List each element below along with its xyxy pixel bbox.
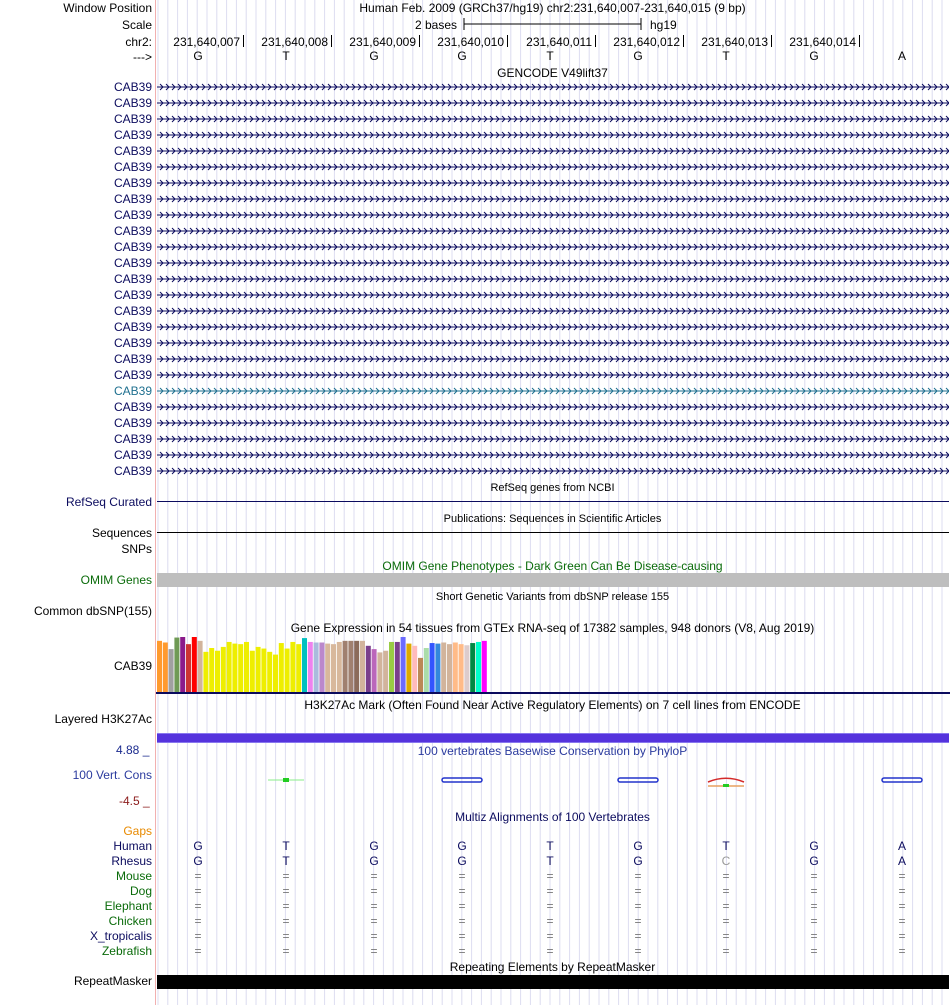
gencode-gene-label[interactable]: CAB39 bbox=[113, 256, 152, 270]
species-label[interactable]: Rhesus bbox=[111, 854, 152, 868]
gencode-gene-label[interactable]: CAB39 bbox=[113, 224, 152, 238]
gencode-transcript[interactable] bbox=[157, 160, 949, 174]
gtex-tissue-bar bbox=[470, 643, 475, 692]
aligned-base: G bbox=[809, 854, 819, 868]
position-label: 231,640,009 bbox=[349, 35, 416, 49]
gtex-tissue-bar bbox=[227, 642, 232, 692]
aligned-base: = bbox=[458, 929, 466, 943]
species-label[interactable]: Chicken bbox=[108, 914, 152, 928]
aligned-base: = bbox=[458, 914, 466, 928]
aligned-base: = bbox=[370, 869, 378, 883]
aligned-base: G bbox=[457, 854, 467, 868]
gencode-transcript[interactable] bbox=[157, 176, 949, 190]
repeatmasker-bar[interactable] bbox=[157, 975, 949, 989]
gtex-tissue-bar bbox=[377, 652, 382, 692]
base-letter: T bbox=[282, 49, 290, 63]
position-label: 231,640,012 bbox=[613, 35, 680, 49]
gencode-transcript[interactable] bbox=[157, 432, 949, 446]
gencode-gene-label[interactable]: CAB39 bbox=[113, 160, 152, 174]
aligned-base: = bbox=[634, 899, 642, 913]
gtex-tissue-bar bbox=[319, 643, 324, 693]
aligned-base: = bbox=[634, 869, 642, 883]
gencode-gene-label[interactable]: CAB39 bbox=[113, 464, 152, 478]
gtex-tissue-bar bbox=[482, 641, 487, 692]
gencode-gene-label[interactable]: CAB39 bbox=[113, 192, 152, 206]
gencode-gene-label[interactable]: CAB39 bbox=[113, 288, 152, 302]
gencode-gene-label[interactable]: CAB39 bbox=[113, 448, 152, 462]
cons-score-mark bbox=[618, 778, 658, 782]
refseq-label[interactable]: RefSeq Curated bbox=[65, 495, 152, 509]
gtex-tissue-bar bbox=[209, 648, 214, 692]
gtex-tissue-bar bbox=[343, 641, 348, 692]
aligned-base: = bbox=[722, 929, 730, 943]
gencode-transcript[interactable] bbox=[157, 384, 949, 398]
gencode-transcript[interactable] bbox=[157, 448, 949, 462]
strand-label: ---> bbox=[133, 50, 152, 64]
position-label: 231,640,007 bbox=[173, 35, 240, 49]
publications-label[interactable]: Sequences bbox=[91, 526, 152, 540]
gtex-tissue-bar bbox=[435, 644, 440, 692]
gtex-tissue-bar bbox=[192, 637, 197, 692]
position-tick bbox=[419, 35, 420, 47]
gencode-transcript[interactable] bbox=[157, 400, 949, 414]
aligned-base: = bbox=[634, 929, 642, 943]
gencode-gene-label[interactable]: CAB39 bbox=[113, 208, 152, 222]
aligned-base: = bbox=[370, 884, 378, 898]
gencode-gene-label[interactable]: CAB39 bbox=[113, 432, 152, 446]
gencode-transcript[interactable] bbox=[157, 416, 949, 430]
gtex-tissue-bar bbox=[401, 637, 406, 692]
aligned-base: = bbox=[370, 929, 378, 943]
chrom-label: chr2: bbox=[125, 35, 152, 49]
gtex-tissue-bar bbox=[406, 644, 411, 692]
aligned-base: G bbox=[369, 839, 379, 853]
position-tick bbox=[507, 35, 508, 47]
gtex-tissue-bar bbox=[169, 649, 174, 692]
aligned-base: = bbox=[282, 884, 290, 898]
aligned-base: = bbox=[194, 914, 202, 928]
gencode-transcript[interactable] bbox=[157, 464, 949, 478]
gtex-tissue-bar bbox=[418, 658, 423, 692]
gtex-tissue-bar bbox=[261, 649, 266, 692]
aligned-base: = bbox=[722, 899, 730, 913]
scale-value: 2 bases bbox=[415, 18, 458, 32]
aligned-base: G bbox=[633, 839, 643, 853]
aligned-base: = bbox=[370, 944, 378, 958]
aligned-base: C bbox=[721, 854, 731, 868]
cons-label[interactable]: 100 Vert. Cons bbox=[72, 768, 152, 782]
gtex-tissue-bar bbox=[447, 644, 452, 692]
aligned-base: = bbox=[194, 929, 202, 943]
position-tick bbox=[331, 35, 332, 47]
gtex-tissue-bar bbox=[238, 644, 243, 692]
dbsnp-title: Short Genetic Variants from dbSNP release 155 bbox=[435, 591, 670, 603]
species-label[interactable]: Mouse bbox=[115, 869, 152, 883]
gtex-label[interactable]: CAB39 bbox=[113, 659, 152, 673]
aligned-base: = bbox=[722, 869, 730, 883]
cons-score-mark bbox=[283, 778, 289, 782]
base-letter: A bbox=[897, 49, 906, 63]
gencode-transcript[interactable] bbox=[157, 240, 949, 254]
gencode-gene-label[interactable]: CAB39 bbox=[113, 352, 152, 366]
cons-title: 100 vertebrates Basewise Conservation by PhyloP bbox=[417, 744, 688, 758]
gtex-tissue-bar bbox=[302, 638, 307, 692]
aligned-base: G bbox=[369, 854, 379, 868]
gencode-transcript[interactable] bbox=[157, 208, 949, 222]
gencode-gene-label[interactable]: CAB39 bbox=[113, 176, 152, 190]
gencode-gene-label[interactable]: CAB39 bbox=[113, 320, 152, 334]
aligned-base: = bbox=[898, 929, 906, 943]
h3k27ac-label[interactable]: Layered H3K27Ac bbox=[54, 712, 152, 726]
gtex-tissue-bar bbox=[296, 644, 301, 692]
gencode-transcript[interactable] bbox=[157, 320, 949, 334]
gtex-tissue-bar bbox=[360, 641, 365, 692]
repeatmasker-label[interactable]: RepeatMasker bbox=[73, 974, 152, 988]
gencode-gene-label[interactable]: CAB39 bbox=[113, 400, 152, 414]
aligned-base: = bbox=[282, 899, 290, 913]
cons-max-label: 4.88 _ bbox=[116, 743, 150, 757]
base-letter: G bbox=[369, 49, 379, 63]
gtex-tissue-bar bbox=[163, 643, 168, 693]
aligned-base: = bbox=[194, 884, 202, 898]
gtex-tissue-bar bbox=[221, 647, 226, 692]
cons-score-mark bbox=[442, 778, 482, 782]
gtex-tissue-bar bbox=[372, 649, 377, 692]
position-label: 231,640,010 bbox=[437, 35, 504, 49]
gtex-tissue-bar bbox=[244, 642, 249, 692]
gencode-transcript[interactable] bbox=[157, 368, 949, 382]
aligned-base: = bbox=[546, 884, 554, 898]
gencode-gene-label[interactable]: CAB39 bbox=[113, 128, 152, 142]
gtex-tissue-bar bbox=[395, 642, 400, 692]
omim-gene-bar[interactable] bbox=[157, 573, 949, 587]
aligned-base: = bbox=[546, 899, 554, 913]
gencode-gene-label[interactable]: CAB39 bbox=[113, 416, 152, 430]
gtex-tissue-bar bbox=[203, 652, 208, 692]
aligned-base: = bbox=[810, 899, 818, 913]
gencode-transcript[interactable] bbox=[157, 272, 949, 286]
aligned-base: = bbox=[194, 944, 202, 958]
omim-label[interactable]: OMIM Genes bbox=[80, 573, 152, 587]
gtex-tissue-bar bbox=[290, 642, 295, 692]
gencode-gene-label[interactable]: CAB39 bbox=[113, 96, 152, 110]
aligned-base: = bbox=[810, 914, 818, 928]
cons-score-mark bbox=[723, 784, 729, 787]
position-label: 231,640,011 bbox=[526, 35, 592, 49]
gtex-title: Gene Expression in 54 tissues from GTEx RNA-seq of 17382 samples, 948 donors (V8, Aug 2019) bbox=[290, 621, 815, 635]
aligned-base: = bbox=[282, 929, 290, 943]
cons-score-mark bbox=[708, 778, 744, 782]
phylop-plot[interactable] bbox=[156, 758, 950, 802]
aligned-base: G bbox=[193, 839, 203, 853]
position-label: 231,640,013 bbox=[701, 35, 768, 49]
gtex-tissue-bar bbox=[198, 641, 203, 692]
species-label[interactable]: Elephant bbox=[104, 899, 152, 913]
aligned-base: G bbox=[457, 839, 467, 853]
gtex-tissue-bar bbox=[354, 641, 359, 692]
species-label[interactable]: Dog bbox=[129, 884, 152, 898]
gtex-tissue-bar bbox=[215, 651, 220, 692]
aligned-base: = bbox=[546, 869, 554, 883]
gencode-transcript[interactable] bbox=[157, 144, 949, 158]
gtex-tissue-bar bbox=[308, 642, 313, 692]
window-position-label: Window Position bbox=[63, 1, 152, 15]
gtex-tissue-bar bbox=[383, 651, 388, 692]
gencode-gene-label[interactable]: CAB39 bbox=[113, 80, 152, 94]
aligned-base: = bbox=[722, 944, 730, 958]
gtex-tissue-bar bbox=[441, 643, 446, 693]
aligned-base: = bbox=[458, 944, 466, 958]
aligned-base: = bbox=[810, 869, 818, 883]
base-letter: G bbox=[633, 49, 643, 63]
aligned-base: = bbox=[194, 899, 202, 913]
position-label: 231,640,014 bbox=[789, 35, 856, 49]
h3k27ac-title: H3K27Ac Mark (Often Found Near Active Regulatory Elements) on 7 cell lines from ENCODE bbox=[304, 698, 801, 712]
aligned-base: A bbox=[897, 839, 906, 853]
gtex-tissue-bar bbox=[412, 646, 417, 692]
gtex-tissue-bar bbox=[157, 641, 162, 692]
gtex-tissue-bar bbox=[459, 644, 464, 692]
aligned-base: = bbox=[370, 914, 378, 928]
aligned-base: = bbox=[898, 914, 906, 928]
gencode-gene-label[interactable]: CAB39 bbox=[113, 144, 152, 158]
aligned-base: = bbox=[722, 914, 730, 928]
position-tick bbox=[683, 35, 684, 47]
snps-label[interactable]: SNPs bbox=[121, 542, 152, 556]
position-tick bbox=[595, 35, 596, 47]
gencode-gene-label[interactable]: CAB39 bbox=[113, 112, 152, 126]
scale-bar bbox=[463, 17, 643, 31]
gencode-transcript[interactable] bbox=[157, 336, 949, 350]
gencode-transcript[interactable] bbox=[157, 304, 949, 318]
base-letter: G bbox=[457, 49, 467, 63]
aligned-base: = bbox=[458, 899, 466, 913]
gencode-transcript[interactable] bbox=[157, 256, 949, 270]
base-letter: T bbox=[546, 49, 554, 63]
gtex-tissue-bar bbox=[464, 645, 469, 692]
aligned-base: = bbox=[546, 914, 554, 928]
aligned-base: = bbox=[370, 899, 378, 913]
cons-score-mark bbox=[882, 778, 922, 782]
species-label[interactable]: Human bbox=[113, 839, 152, 853]
multiz-title: Multiz Alignments of 100 Vertebrates bbox=[455, 810, 650, 824]
gencode-gene-label[interactable]: CAB39 bbox=[113, 368, 152, 382]
cons-min-label: -4.5 _ bbox=[119, 794, 150, 808]
position-tick bbox=[859, 35, 860, 47]
gtex-tissue-bar bbox=[174, 638, 179, 692]
gtex-tissue-bar bbox=[279, 643, 284, 692]
gencode-transcript[interactable] bbox=[157, 288, 949, 302]
aligned-base: A bbox=[897, 854, 906, 868]
gencode-transcript[interactable] bbox=[157, 192, 949, 206]
gtex-tissue-bar bbox=[256, 647, 261, 692]
gencode-gene-label[interactable]: CAB39 bbox=[113, 336, 152, 350]
scale-label: Scale bbox=[121, 18, 152, 32]
aligned-base: T bbox=[546, 839, 554, 853]
gencode-gene-label[interactable]: CAB39 bbox=[113, 272, 152, 286]
aligned-base: = bbox=[282, 944, 290, 958]
gtex-tissue-bar bbox=[180, 637, 185, 692]
aligned-base: G bbox=[809, 839, 819, 853]
gencode-transcript[interactable] bbox=[157, 128, 949, 142]
base-letter: G bbox=[193, 49, 203, 63]
gtex-tissue-bar bbox=[476, 642, 481, 692]
aligned-base: = bbox=[898, 944, 906, 958]
gtex-bar-chart[interactable] bbox=[156, 636, 950, 694]
gencode-transcript[interactable] bbox=[157, 352, 949, 366]
refseq-gene-line[interactable] bbox=[157, 501, 949, 502]
publications-line[interactable] bbox=[157, 532, 949, 533]
aligned-base: = bbox=[282, 914, 290, 928]
gencode-gene-label[interactable]: CAB39 bbox=[113, 384, 152, 398]
aligned-base: = bbox=[458, 869, 466, 883]
omim-title: OMIM Gene Phenotypes - Dark Green Can Be Disease-causing bbox=[382, 559, 723, 573]
aligned-base: = bbox=[898, 869, 906, 883]
base-letter: G bbox=[809, 49, 819, 63]
gtex-tissue-bar bbox=[250, 651, 255, 692]
aligned-base: = bbox=[810, 884, 818, 898]
gencode-transcript[interactable] bbox=[157, 96, 949, 110]
gtex-tissue-bar bbox=[453, 643, 458, 693]
gtex-tissue-bar bbox=[337, 642, 342, 692]
gtex-tissue-bar bbox=[314, 643, 319, 693]
gencode-transcript[interactable] bbox=[157, 112, 949, 126]
aligned-base: = bbox=[810, 944, 818, 958]
aligned-base: G bbox=[193, 854, 203, 868]
aligned-base: T bbox=[722, 839, 730, 853]
gtex-tissue-bar bbox=[389, 642, 394, 692]
gaps-label: Gaps bbox=[123, 824, 152, 838]
gencode-gene-label[interactable]: CAB39 bbox=[113, 304, 152, 318]
aligned-base: = bbox=[722, 884, 730, 898]
aligned-base: = bbox=[634, 944, 642, 958]
aligned-base: = bbox=[458, 884, 466, 898]
gtex-tissue-bar bbox=[273, 655, 278, 692]
gtex-tissue-bar bbox=[331, 644, 336, 692]
gtex-tissue-bar bbox=[424, 648, 429, 692]
dbsnp-label[interactable]: Common dbSNP(155) bbox=[33, 604, 152, 618]
gtex-tissue-bar bbox=[348, 641, 353, 692]
gtex-tissue-bar bbox=[232, 644, 237, 692]
position-tick bbox=[771, 35, 772, 47]
gtex-tissue-bar bbox=[186, 644, 191, 692]
species-label[interactable]: X_tropicalis bbox=[89, 929, 152, 943]
aligned-base: = bbox=[194, 869, 202, 883]
window-position-text: Human Feb. 2009 (GRCh37/hg19) chr2:231,640,007-231,640,015 (9 bp) bbox=[359, 1, 746, 15]
gencode-gene-label[interactable]: CAB39 bbox=[113, 240, 152, 254]
aligned-base: = bbox=[634, 914, 642, 928]
aligned-base: = bbox=[546, 944, 554, 958]
aligned-base: = bbox=[282, 869, 290, 883]
aligned-base: = bbox=[546, 929, 554, 943]
base-letter: T bbox=[722, 49, 730, 63]
aligned-base: = bbox=[898, 884, 906, 898]
aligned-base: = bbox=[898, 899, 906, 913]
gtex-tissue-bar bbox=[285, 649, 290, 692]
position-tick bbox=[243, 35, 244, 47]
aligned-base: G bbox=[633, 854, 643, 868]
aligned-base: = bbox=[810, 929, 818, 943]
scale-assembly: hg19 bbox=[650, 18, 677, 32]
gtex-tissue-bar bbox=[366, 646, 371, 692]
aligned-base: = bbox=[634, 884, 642, 898]
refseq-title: RefSeq genes from NCBI bbox=[490, 482, 615, 494]
gencode-title: GENCODE V49lift37 bbox=[497, 66, 608, 80]
species-label[interactable]: Zebrafish bbox=[101, 944, 152, 958]
aligned-base: T bbox=[546, 854, 554, 868]
gtex-tissue-bar bbox=[430, 643, 435, 692]
aligned-base: T bbox=[282, 839, 290, 853]
repeatmasker-title: Repeating Elements by RepeatMasker bbox=[449, 960, 656, 974]
publications-title: Publications: Sequences in Scientific Articles bbox=[443, 513, 662, 525]
h3k27ac-signal-bar[interactable] bbox=[157, 733, 949, 743]
gencode-transcript[interactable] bbox=[157, 224, 949, 238]
aligned-base: T bbox=[282, 854, 290, 868]
gencode-transcript[interactable] bbox=[157, 80, 949, 94]
gtex-tissue-bar bbox=[267, 652, 272, 692]
position-label: 231,640,008 bbox=[261, 35, 328, 49]
gtex-tissue-bar bbox=[325, 644, 330, 692]
